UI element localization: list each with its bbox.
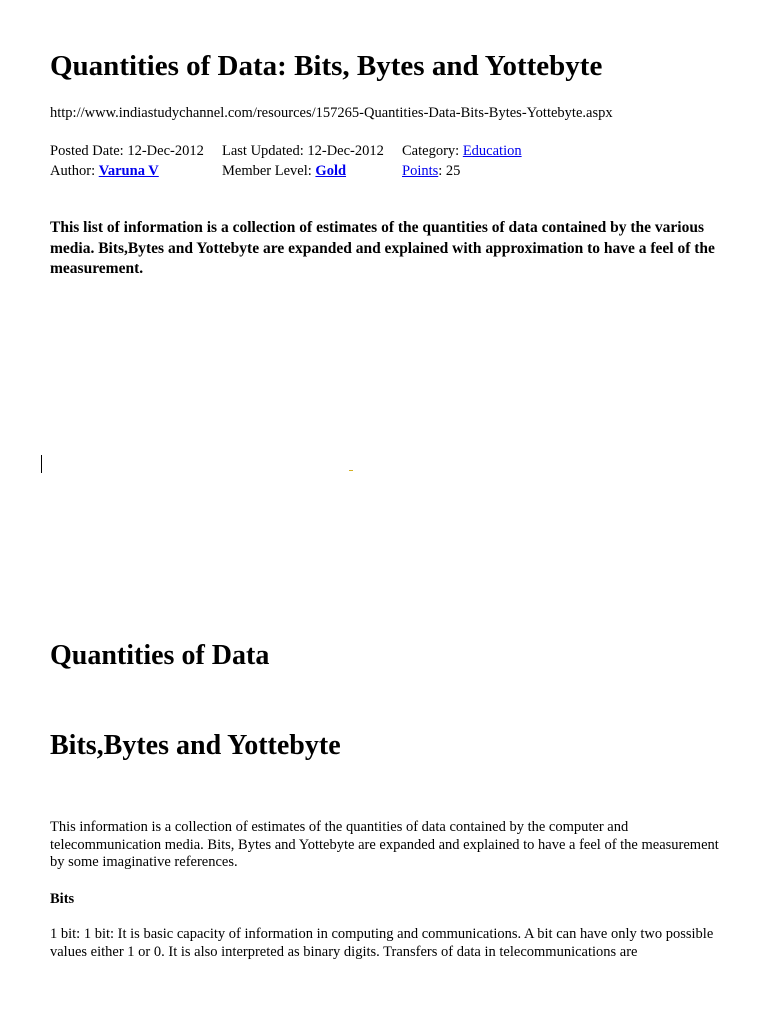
intro-paragraph: This information is a collection of estimates of the quantities of data contained by the computer and telecommunication media. Bits, Bytes and Yottebyte are expanded and explained to have a feel of the measurement by some imaginative references. (50, 819, 719, 870)
author-link[interactable]: Varuna V (98, 163, 159, 179)
points-link[interactable]: Points (402, 163, 439, 179)
last-updated (222, 141, 402, 161)
category (402, 141, 522, 161)
member-level-label: Member Level: (222, 163, 316, 179)
posted-date-value: 12-Dec-2012 (127, 143, 204, 159)
text-cursor (41, 455, 42, 473)
author (50, 161, 222, 181)
posted-date-label: Posted Date: (50, 143, 128, 159)
document-title: Quantities of Data: Bits, Bytes and Yottebyte (50, 50, 603, 82)
metadata-row-author (50, 161, 522, 181)
category-label: Category: (402, 143, 463, 159)
member-level-link[interactable]: Gold (315, 163, 347, 179)
metadata-row-dates (50, 141, 522, 161)
last-updated-value: 12-Dec-2012 (307, 143, 384, 159)
category-link[interactable]: Education (462, 143, 522, 159)
member-level (222, 161, 402, 181)
source-url: http://www.indiastudychannel.com/resources/157265-Quantities-Data-Bits-Bytes-Yottebyte.aspx (50, 105, 613, 121)
stray-mark (349, 470, 353, 471)
heading-bits-bytes-yottebyte: Bits,Bytes and Yottebyte (50, 730, 341, 761)
points-value: : 25 (438, 163, 461, 179)
metadata-table (50, 141, 522, 181)
bits-subheading: Bits (50, 891, 75, 907)
author-label: Author: (50, 163, 99, 179)
points (402, 161, 460, 181)
posted-date (50, 141, 222, 161)
last-updated-label: Last Updated: (222, 143, 308, 159)
bits-paragraph: 1 bit: 1 bit: It is basic capacity of information in computing and communications. A bit can have only two possible values either 1 or 0. It is also interpreted as binary digits. Transfers of data in telecommunications are (50, 926, 714, 960)
article-summary: This list of information is a collection of estimates of the quantities of data contained by the various media. Bits,Bytes and Yottebyte are expanded and explained with approximation to have a feel of the measurement. (50, 219, 715, 277)
heading-quantities-of-data: Quantities of Data (50, 640, 270, 671)
